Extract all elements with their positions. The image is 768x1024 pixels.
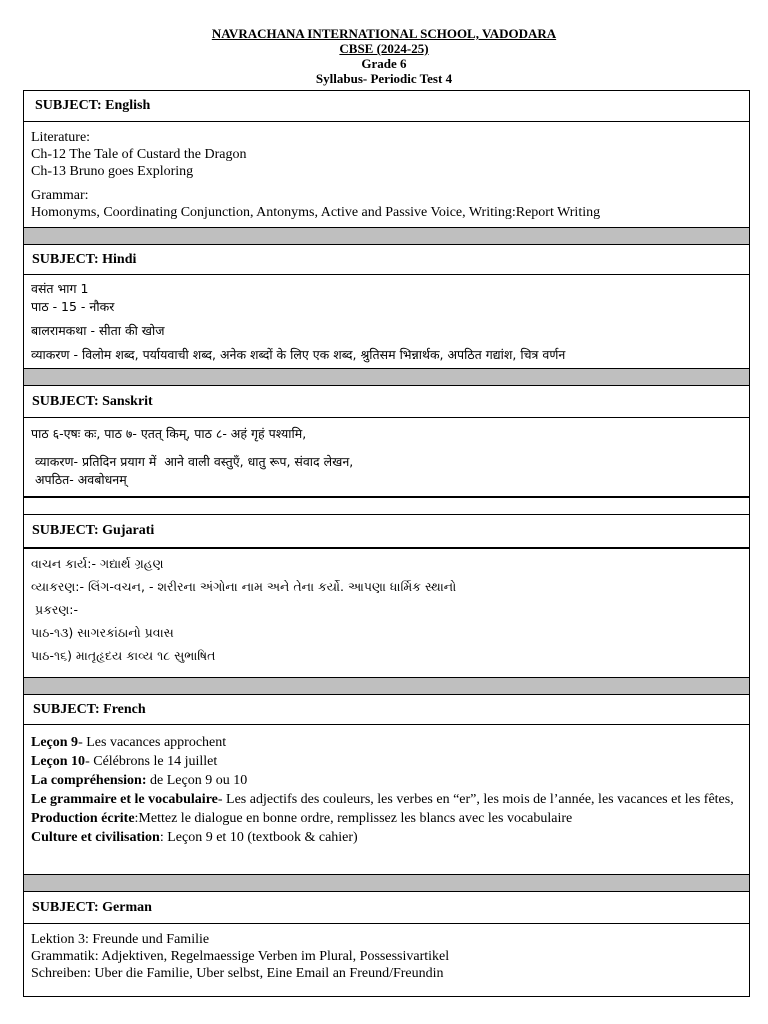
english-content [24,122,749,228]
french-line-3-label: La compréhension: [31,773,147,788]
french-line-1-label: Leçon 9 [31,735,79,750]
sanskrit-line-3: अपठित- अवबोधनम् [31,472,127,487]
hindi-line-2: पाठ - 15 - नौकर [31,299,115,314]
gujarati-line-2: વ્યાકરણ:- લિંગ-વચન, - શરીરના અંગોના નામ અને તેના કર્યો. આપણા ધાર્મિક સ્થાનો [31,579,457,594]
french-content [24,725,749,875]
french-line-4: Le grammaire et le vocabulaire- Les adjectifs des couleurs, les verbes en “er”, les mois de l’année, les vacances et les fêtes, [31,792,734,807]
subject-heading-french: SUBJECT: French [24,695,749,725]
german-line-1: Lektion 3: Freunde und Familie [31,932,210,947]
board-year: CBSE (2024-25) [339,41,429,56]
subject-heading-german: SUBJECT: German [24,892,749,924]
gujarati-line-4: પાઠ-૧૩) સાગરકાંઠાનો પ્રવાસ [31,625,174,640]
german-line-2: Grammatik: Adjektiven, Regelmaessige Verben im Plural, Possessivartikel [31,949,450,964]
document-header [0,0,768,86]
document-title: Syllabus- Periodic Test 4 [315,71,453,86]
literature-label: Literature: [31,130,91,145]
english-chapter-12: Ch-12 The Tale of Custard the Dragon [31,147,247,162]
subject-heading-sanskrit: SUBJECT: Sanskrit [24,386,749,418]
french-line-3: La compréhension: de Leçon 9 ou 10 [31,773,248,788]
subject-heading-gujarati: SUBJECT: Gujarati [24,515,749,549]
syllabus-table [23,90,750,997]
separator [24,678,749,695]
sanskrit-line-1: पाठ ६-एषः कः, पाठ ७- एतत् किम्, पाठ ८- अहं गृहं पश्यामि, [31,426,307,441]
german-content [24,924,749,996]
hindi-line-4: व्याकरण - विलोम शब्द, पर्यायवाची शब्द, अनेक शब्दों के लिए एक शब्द, श्रुतिसम भिन्नार्थक, अपठित गद्यांश, चित्र वर्णन [31,347,566,362]
hindi-line-1: वसंत भाग 1 [31,281,89,296]
english-chapter-13: Ch-13 Bruno goes Exploring [31,164,194,179]
hindi-line-3: बालरामकथा - सीता की खोज [31,323,165,338]
english-grammar: Homonyms, Coordinating Conjunction, Antonyms, Active and Passive Voice, Writing:Report Writing [31,205,601,220]
french-line-6-label: Culture et civilisation [31,830,160,845]
german-line-3: Schreiben: Uber die Familie, Uber selbst, Eine Email an Freund/Freundin [31,966,444,981]
school-name: NAVRACHANA INTERNATIONAL SCHOOL, VADODARA [211,26,557,41]
gujarati-line-1: વાચન કાર્ય:- ગદ્યાર્થ ગ્રહણ [31,556,164,571]
french-line-6: Culture et civilisation: Leçon 9 et 10 (textbook & cahier) [31,830,358,845]
grammar-label: Grammar: [31,188,89,203]
gujarati-line-5: પાઠ-૧૬) માતૃહૃદય કાવ્ય ૧૮ સુભાષિત [31,648,216,663]
french-line-1: Leçon 9- Les vacances approchent [31,735,227,750]
grade: Grade 6 [361,56,407,71]
gujarati-content [24,549,749,678]
french-line-5-label: Production écrite [31,811,135,826]
gujarati-line-3: પ્રકરણ:- [31,602,78,617]
separator [24,369,749,386]
separator [24,875,749,892]
subject-heading-hindi: SUBJECT: Hindi [24,245,749,275]
separator [24,228,749,245]
french-line-5: Production écrite:Mettez le dialogue en bonne ordre, remplissez les blancs avec les vocabulaire [31,811,573,826]
hindi-content [24,275,749,369]
french-line-2-label: Leçon 10 [31,754,86,769]
separator [24,498,749,515]
french-line-4-label: Le grammaire et le vocabulaire [31,792,218,807]
subject-heading-english: SUBJECT: English [24,91,749,122]
french-line-2: Leçon 10- Célébrons le 14 juillet [31,754,218,769]
sanskrit-line-2: व्याकरण- प्रतिदिन प्रयाग में आने वाली वस्तुएँ, धातु रूप, संवाद लेखन, [31,454,354,469]
sanskrit-content [24,418,749,498]
